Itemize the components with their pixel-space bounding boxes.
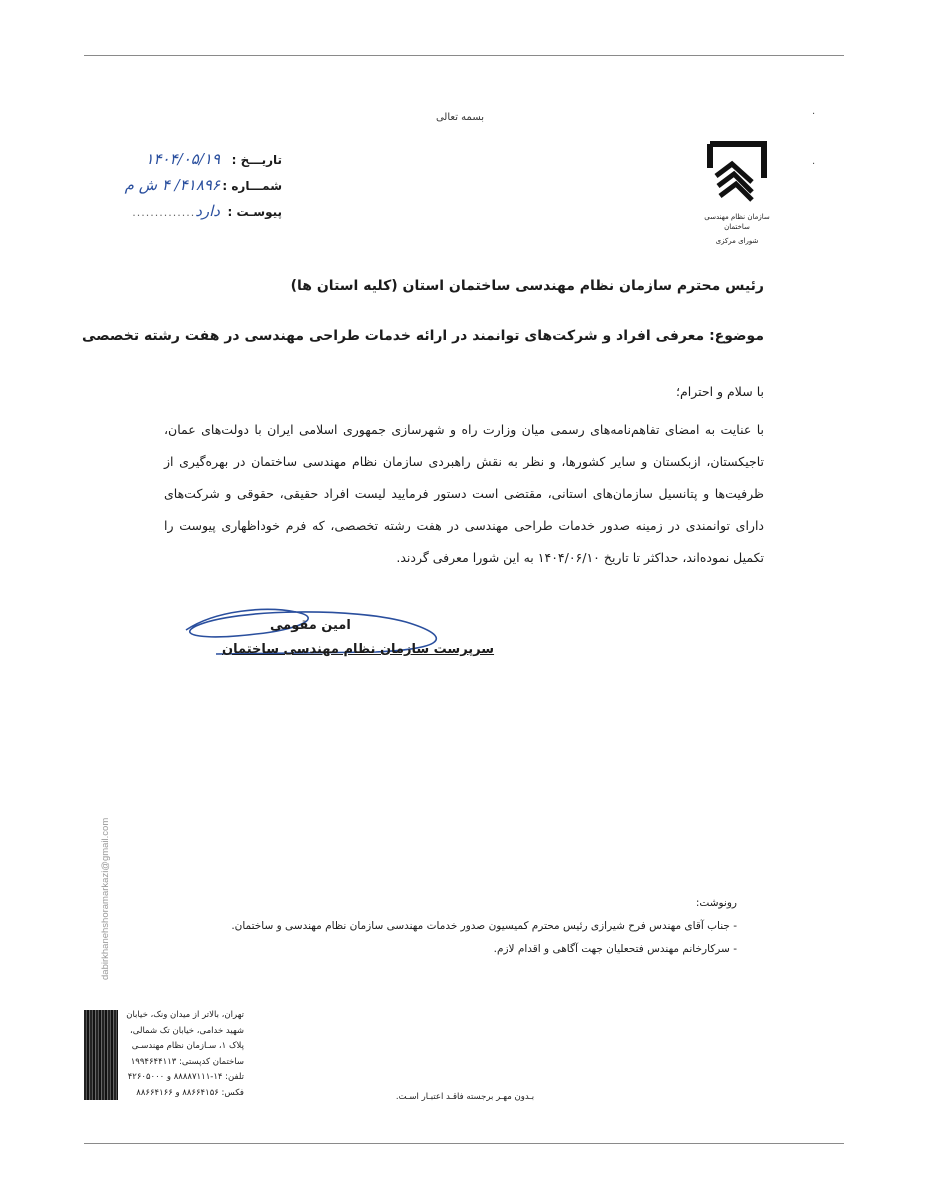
attachment-row: [96, 199, 282, 225]
seal-note: بـدون مهـر برجسته فاقـد اعتبـار اسـت.: [395, 1092, 535, 1102]
signer-name: امین مقومی: [270, 618, 351, 633]
date-value: ۱۴۰۴/۰۵/۱۹: [145, 150, 220, 168]
signature-scribble: [176, 600, 466, 680]
number-value: ۴۱۸۹۶/ ۴ ش م: [124, 176, 220, 194]
recipient-line: رئیس محترم سازمان نظام مهندسی ساختمان استان (کلیه استان ها): [290, 278, 764, 294]
organization-subname: شورای مرکزی: [715, 237, 759, 245]
number-row: [96, 173, 282, 199]
scan-marks: · ·: [812, 109, 816, 170]
greeting: با سلام و احترام؛: [676, 384, 764, 399]
attachment-value: دارد: [195, 202, 220, 220]
date-row: [96, 147, 282, 173]
bottom-border-line: [84, 1143, 844, 1144]
handwritten-signature-icon: [176, 600, 466, 680]
address-line: فکس: ۸۸۶۶۴۱۵۶ و ۸۸۶۶۴۱۶۶: [136, 1087, 244, 1098]
barcode: [84, 1010, 118, 1100]
letter-body: با عنایت به امضای تفاهم‌نامه‌های رسمی میان وزارت راه و شهرسازی جمهوری اسلامی ایران با دولت‌های عمان، تاجیکستان، ازبکستان و سایر کشورها، و نظر به نقش راهبردی سازمان نظام مهندسی ساختمان در بهره‌گیری از ظرفیت‌ها و پتانسیل سازمان‌های استانی، مقتضی است دستور فرمایید لیست افراد حقیقی، حقوقی و شرکت‌های دارای توانمندی در زمینه صدور خدمات طراحی مهندسی در هفت رشته تخصصی، که فرم خوداظهاری پیوست را تکمیل نموده‌اند، حداکثر تا تاریخ ۱۴۰۴/۰۶/۱۰ به این شورا معرفی گردند.: [164, 422, 764, 565]
cc-section: [177, 892, 737, 961]
side-email: dabirkhanehshoramarkazi@gmail.com: [100, 817, 111, 980]
bismillah-text: بسمه تعالی: [435, 112, 485, 123]
cc-item: - جناب آقای مهندس فرح شیرازی رئیس محترم کمیسیون صدور خدمات مهندسی سازمان نظام مهندسی و ساختمان.: [231, 920, 737, 932]
address-line: شهید خدامی، خیابان تک شمالی،: [130, 1025, 244, 1036]
cc-heading: رونوشت:: [695, 897, 737, 909]
cc-item: - سرکارخانم مهندس فتحعلیان جهت آگاهی و اقدام لازم.: [493, 943, 737, 955]
subject-line: موضوع: معرفی افراد و شرکت‌های توانمند در ارائه خدمات طراحی مهندسی در هفت رشته تخصصی: [81, 328, 764, 344]
number-label: شمـــاره :: [222, 179, 282, 193]
address-line: تلفن: ۱۴-۸۸۸۸۷۱۱۱ و ۴۲۶۰۵۰۰۰: [127, 1072, 244, 1082]
footer-address: [124, 1008, 244, 1101]
address-line: پلاک ۱، سـازمان نظام مهندسـی: [131, 1041, 244, 1051]
attachment-dotted-line: ..............: [132, 206, 196, 219]
organization-name: سازمان نظام مهندسی ساختمان: [704, 213, 770, 231]
attachment-label: پیوسـت :: [227, 205, 282, 219]
organization-logo: [692, 138, 782, 246]
address-line: تهران، بالاتر از میدان ونک، خیابان: [126, 1010, 244, 1020]
top-border-line: [84, 55, 844, 56]
logo-emblem-icon: [702, 138, 772, 208]
signer-title: سرپرست سازمان نظام مهندسی ساختمان: [222, 642, 495, 657]
date-label: تاریـــخ :: [231, 153, 282, 167]
address-line: ساختمان کدپستی: ۱۹۹۴۶۴۴۱۱۳: [130, 1056, 244, 1067]
letter-meta: [96, 147, 282, 225]
